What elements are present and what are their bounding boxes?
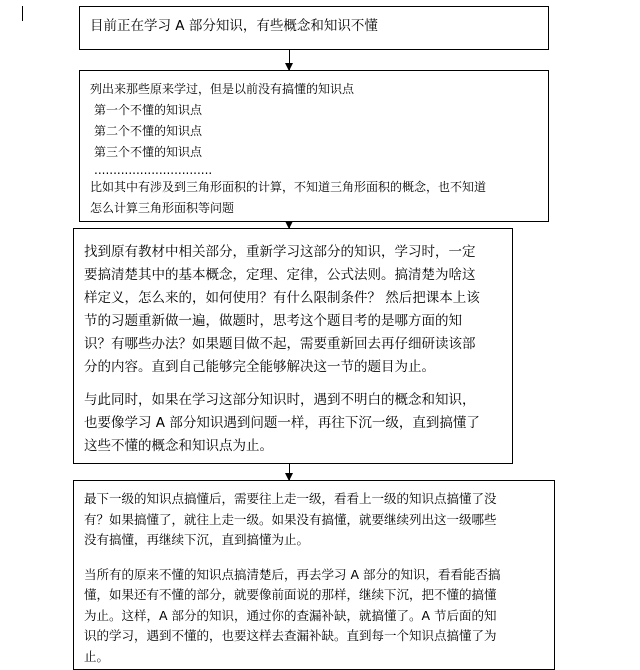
paragraph-gap [84, 551, 544, 565]
step-1-box [79, 6, 549, 50]
step-4-line: 识的学习，遇到不懂的，也要这样去查漏补缺。直到每一个知识点搞懂了为 [84, 628, 497, 643]
step-3-line: 分的内容。直到自己能够完全能够解决这一节的题目为止。 [84, 359, 435, 375]
arrow-3-to-4 [289, 464, 290, 480]
step-1-text: 目前正在学习 A 部分知识，有些概念和知识不懂 [90, 18, 378, 34]
arrow-1-to-2 [289, 50, 290, 70]
step-3-line: 也要像学习 A 部分知识遇到问题一样，再往下沉一级，直到搞懂了 [84, 415, 480, 431]
step-2-line: 第一个不懂的知识点 [94, 103, 203, 117]
paragraph-gap [84, 379, 502, 389]
step-4-line: 懂，如果还有不懂的部分，就要像前面说的那样，继续下沉，把不懂的搞懂 [84, 587, 497, 602]
step-3-line: 与此同时，如果在学习这部分知识时，遇到不明白的概念和知识， [84, 392, 476, 408]
step-4-line: 没有搞懂，再继续下沉，直到搞懂为止。 [84, 532, 310, 547]
step-3-box [73, 228, 513, 464]
step-2-line: 列出来那些原来学过，但是以前没有搞懂的知识点 [90, 82, 355, 96]
step-3-line: 节的习题重新做一遍，做题时，思考这个题目考的是哪方面的知 [84, 313, 462, 329]
step-3-line: 这些不懂的概念和知识点为止。 [84, 438, 273, 454]
step-2-line: 比如其中有涉及到三角形面积的计算，不知道三角形面积的概念，也不知道 [90, 180, 487, 194]
step-3-line: 样定义，怎么来的，如何使用？有什么限制条件？ 然后把课本上该 [84, 290, 480, 306]
step-4-line: 当所有的原来不懂的知识点搞清楚后，再去学习 A 部分的知识，看看能否搞 [84, 566, 501, 582]
step-2-line: 第二个不懂的知识点 [94, 124, 203, 138]
step-2-line: 第三个不懂的知识点 [94, 145, 203, 159]
step-4-line: 最下一级的知识点搞懂后，需要往上走一级，看看上一级的知识点搞懂了没 [84, 491, 497, 506]
step-2-line: ............................... [94, 163, 213, 177]
step-3-line: 要搞清楚其中的基本概念，定理、定律，公式法则。搞清楚为啥这 [84, 267, 476, 283]
step-3-line: 找到原有教材中相关部分，重新学习这部分的知识，学习时，一定 [84, 244, 476, 260]
step-4-line: 有？如果搞懂了，就往上走一级。如果没有搞懂，就要继续列出这一级哪些 [84, 511, 497, 527]
step-4-line: 止。 [84, 648, 110, 664]
step-3-line: 识？有哪些办法？如果题目做不起，需要重新回去再仔细研读该部 [84, 336, 476, 352]
step-4-box [73, 480, 555, 670]
step-2-line: 怎么计算三角形面积等问题 [90, 201, 235, 215]
step-2-box [79, 70, 549, 222]
text-cursor [22, 6, 23, 21]
step-4-line: 为止。这样，A 部分的知识，通过你的查漏补缺，就搞懂了。A 节后面的知 [84, 607, 497, 623]
